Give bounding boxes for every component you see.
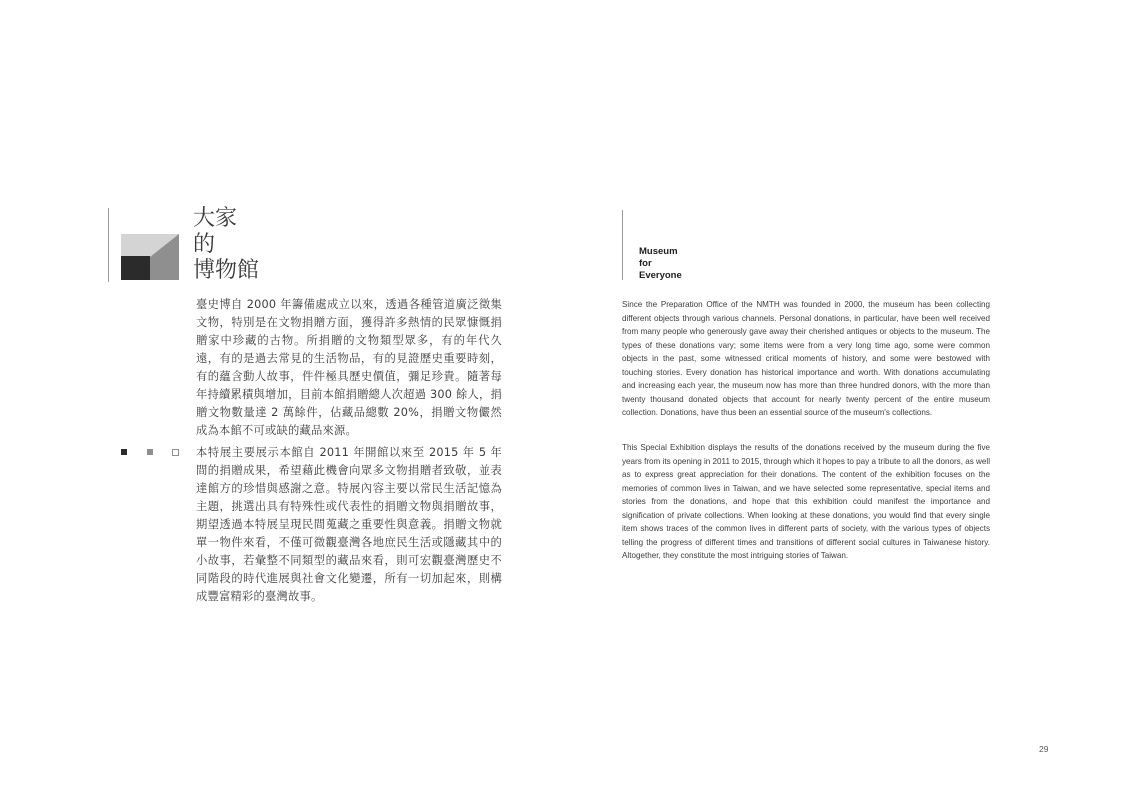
zh-title-line: 的 bbox=[193, 232, 216, 257]
dark-square-icon bbox=[121, 449, 127, 455]
zh-title bbox=[193, 206, 259, 284]
zh-title-line: 博物館 bbox=[193, 258, 260, 283]
en-title bbox=[639, 246, 682, 282]
outline-square-icon bbox=[172, 449, 179, 456]
zh-paragraph-2: 本特展主要展示本館自 2011 年開館以來至 2015 年 5 年間的捐贈成果，希望藉此機會向眾多文物捐贈者致敬，並表達館方的珍惜與感謝之意。特展內容主要以常民生活記憶為主題，挑選出具有特殊性或代表性的捐贈文物與捐贈故事，期望透過本特展呈現民間蒐藏之重要性與意義。捐贈文物就單一物件來看，不僅可微觀臺灣各地庶民生活或隱藏其中的小故事，若彙整不同類型的藏品來看，則可宏觀臺灣歷史不同階段的時代進展與社會文化變遷，所有一切加起來，則構成豐富精彩的臺灣故事。 bbox=[196, 446, 502, 603]
gray-square-icon bbox=[147, 449, 153, 455]
zh-title-line: 大家 bbox=[193, 206, 238, 231]
en-title-line: Everyone bbox=[639, 270, 682, 281]
right-vertical-rule bbox=[622, 210, 623, 280]
en-paragraph-2: This Special Exhibition displays the results of the donations received by the museum during the five years from its opening in 2011 to 2015, through which it hopes to pay a tribute to all the donors, as well as to express great appreciation for their donations. The content of the exhibition focuses on the memories of common lives in Taiwan, and we have selected some representative, special items and stories from the donations, and hope that this exhibition could manifest the importance and signification of private collections. When looking at these donations, you would find that every single item shows traces of the common lives in different parts of society, with the various types of objects telling the progress of different times and transitions of different social cultures in Taiwanese history. Altogether, they constitute the most intriguing stories of Taiwan. bbox=[622, 443, 990, 560]
en-title-line: for bbox=[639, 258, 652, 269]
en-paragraph-1: Since the Preparation Office of the NMTH was founded in 2000, the museum has been collecting different objects through various channels. Personal donations, in particular, have been well received from many people who generously gave away their cherished antiques or objects to the museum. The types of these donations vary; some items were from a very long time ago, some were common objects in the past, some witnessed critical moments of history, and some were bestowed with touching stories. Every donation has historical importance and worth. With donations accumulating and increasing each year, the museum now has more than three hundred donors, with the more than twenty thousand donated objects that account for nearly twenty percent of the entire museum collection. Donations, have thus been an essential source of the museum's collections. bbox=[622, 300, 990, 417]
zh-paragraph-1: 臺史博自 2000 年籌備處成立以來，透過各種管道廣泛徵集文物，特別是在文物捐贈方面，獲得許多熱情的民眾慷慨捐贈家中珍藏的古物。所捐贈的文物類型眾多，有的年代久遠，有的是過去常見的生活物品，有的見證歷史重要時刻，有的蘊含動人故事，件件極具歷史價值，彌足珍貴。隨著每年持續累積與增加，目前本館捐贈總人次超過 300 餘人，捐贈文物數量達 2 萬餘件，佔藏品總數 20%，捐贈文物儼然成為本館不可或缺的藏品來源。 bbox=[196, 298, 502, 437]
en-title-line: Museum bbox=[639, 246, 678, 257]
left-vertical-rule bbox=[108, 208, 109, 282]
geometric-logo bbox=[121, 234, 179, 280]
page-number: 29 bbox=[1039, 744, 1049, 754]
